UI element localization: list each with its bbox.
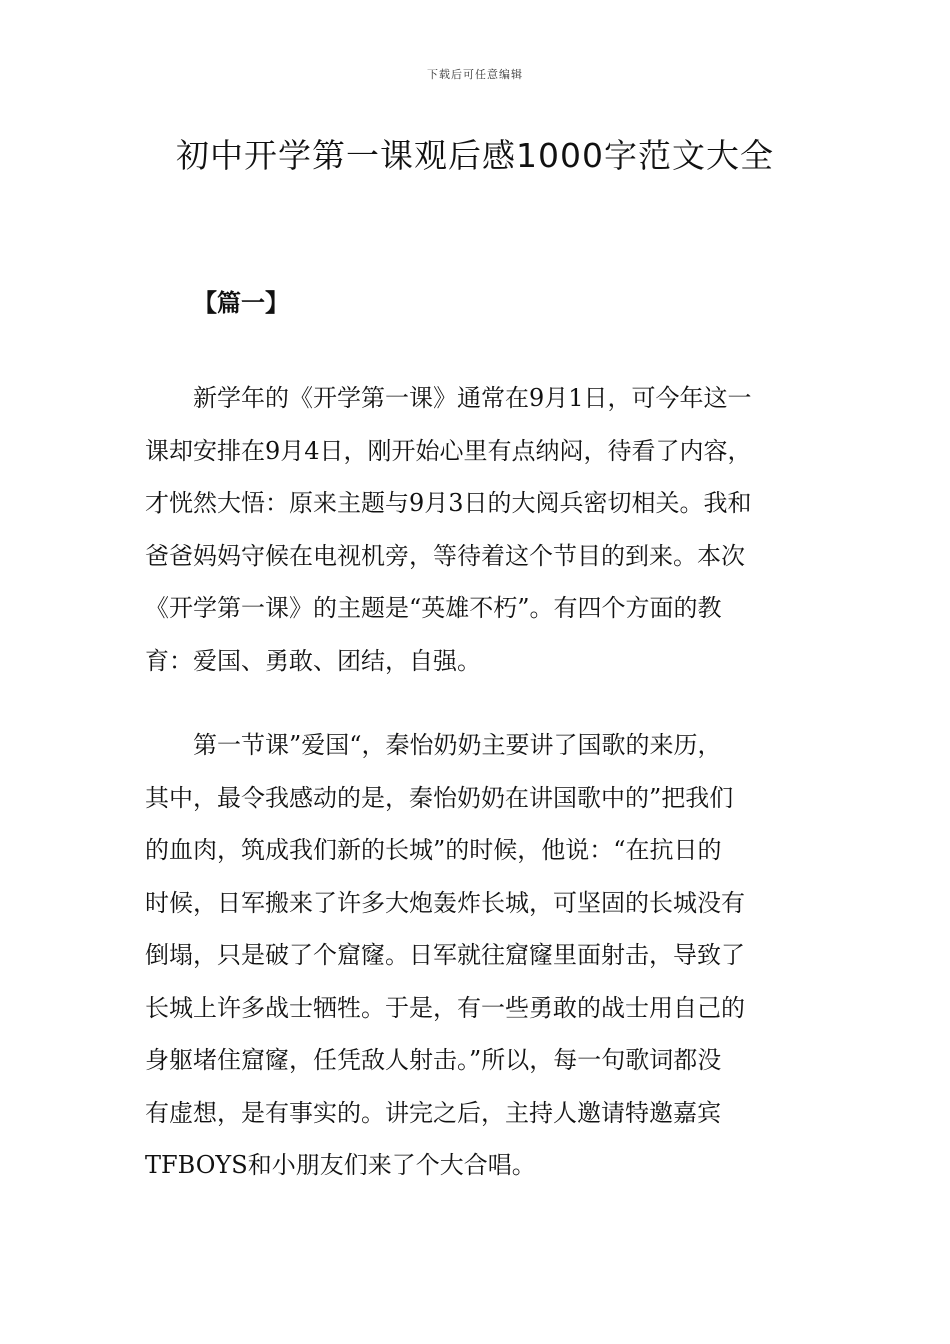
paragraph-1 — [145, 372, 807, 687]
paragraph-line: 第一节课”爱国“，秦怡奶奶主要讲了国歌的来历， — [145, 731, 722, 759]
paragraph-line: 爸爸妈妈守候在电视机旁，等待着这个节目的到来。本次 — [145, 541, 745, 570]
paragraph-2 — [145, 719, 807, 1192]
paragraph-line: 的血肉，筑成我们新的长城”的时候，他说：“在抗日的 — [145, 836, 722, 864]
paragraph-line: 有虚想，是有事实的。讲完之后，主持人邀请特邀嘉宾 — [145, 1098, 721, 1127]
paragraph-line: 长城上许多战士牺牲。于是，有一些勇敢的战士用自己的 — [145, 993, 745, 1022]
paragraph-line: 课却安排在9月4日，刚开始心里有点纳闷，待看了内容， — [145, 436, 752, 465]
section-heading: 【篇一】 — [193, 289, 289, 317]
paragraph-line: 《开学第一课》的主题是“英雄不朽”。有四个方面的教 — [145, 594, 722, 622]
paragraph-line: 时候，日军搬来了许多大炮轰炸长城，可坚固的长城没有 — [145, 888, 745, 917]
document-title: 初中开学第一课观后感1000字范文大全 — [176, 136, 774, 175]
paragraph-line: 新学年的《开学第一课》通常在9月1日，可今年这一 — [145, 384, 752, 412]
header-note: 下载后可任意编辑 — [427, 68, 523, 81]
paragraph-line: 育：爱国、勇敢、团结，自强。 — [145, 646, 481, 675]
paragraph-line: 才恍然大悟：原来主题与9月3日的大阅兵密切相关。我和 — [145, 489, 752, 517]
paragraph-line: 身躯堵住窟窿，任凭敌人射击。”所以，每一句歌词都没 — [145, 1046, 722, 1074]
paragraph-line: 其中，最令我感动的是，秦怡奶奶在讲国歌中的”把我们 — [145, 783, 734, 812]
paragraph-line: 倒塌，只是破了个窟窿。日军就往窟窿里面射击，导致了 — [145, 941, 745, 969]
paragraph-line: TFBOYS和小朋友们来了个大合唱。 — [145, 1151, 536, 1179]
